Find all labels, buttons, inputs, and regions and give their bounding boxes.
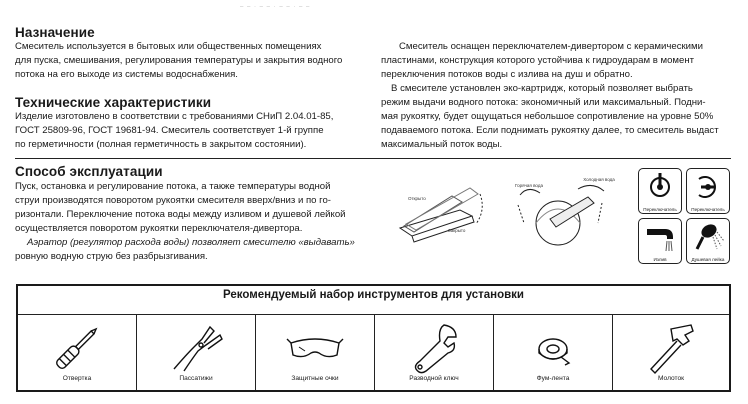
open-label: Открыто <box>408 196 426 201</box>
tool-label: Пассатижи <box>179 375 213 382</box>
tool-label: Отвертка <box>62 375 92 382</box>
cartridge-line: В смесителе установлен эко-картридж, который позволяет выбрать <box>391 83 693 94</box>
cartridge-line: режим выдачи водного потока: экономичный или максимальный. Подни- <box>381 97 706 108</box>
specs-title: Технические характеристики <box>15 95 212 110</box>
usage-line: струи производятся поворотом рукоятки смесителя вверх/вниз и по го- <box>15 195 332 206</box>
purpose-line: потока на его выходе из системы водоснабжения. <box>15 69 238 80</box>
goggles-icon <box>285 321 345 375</box>
shower-box <box>686 218 730 264</box>
wrench-icon <box>404 321 464 375</box>
tool-cell <box>375 314 494 390</box>
diverter-line: пластинами, конструкция которого устойчива к гидроударам в момент <box>381 55 695 66</box>
icon-label: Переключатель <box>691 207 725 212</box>
switch-rotate-box <box>686 168 730 214</box>
spout-box <box>638 218 682 264</box>
diverter-line: Смеситель оснащен переключателем-дивертором с керамическими <box>399 41 704 52</box>
usage-title: Способ эксплуатации <box>15 164 163 179</box>
switch-down-box <box>638 168 682 214</box>
specs-line: по герметичности (полная герметичность в закрытом состоянии). <box>15 139 307 150</box>
handle-lift-diagram <box>390 180 490 250</box>
usage-text <box>15 180 355 264</box>
tool-cell <box>256 314 375 390</box>
tool-label: Молоток <box>657 375 685 382</box>
cartridge-line: подаваемого потока. Если поднимать рукоятку далее, то смеситель выдаст <box>381 125 719 136</box>
icon-label: Душевая лейка <box>691 257 725 262</box>
tool-label: Разводной ключ <box>409 375 459 382</box>
switch-down-icon <box>639 169 681 203</box>
section-divider <box>15 158 731 159</box>
specs-text <box>15 110 333 152</box>
usage-line: осуществляется поворотом рукоятки переключателя-дивертора. <box>15 223 303 234</box>
diverter-text <box>381 40 719 152</box>
closed-label: Закрыто <box>448 228 466 233</box>
screwdriver-icon <box>47 321 107 375</box>
pliers-icon <box>166 321 226 375</box>
hammer-icon <box>641 321 701 375</box>
usage-line: ровную водную струю без разбрызгивания. <box>15 251 208 262</box>
hot-label: Горячая вода <box>515 183 543 188</box>
spout-icon <box>639 219 681 253</box>
tool-cell <box>494 314 613 390</box>
cartridge-line: мая рукоятку, будет ощущаться небольшое сопротивление на уровне 50% <box>381 111 714 122</box>
tool-cell <box>18 314 137 390</box>
icon-label: Излив <box>653 257 667 262</box>
specs-line: ГОСТ 25809-96, ГОСТ 19681-94. Смеситель соответствует 1-й группе <box>15 125 324 136</box>
switch-rotate-icon <box>687 169 729 203</box>
tool-label: Фум-лента <box>536 375 570 382</box>
tool-cell <box>137 314 256 390</box>
header-line: – – · – – · – – · – – <box>240 4 311 10</box>
cartridge-line: максимальный поток воды. <box>381 139 503 150</box>
purpose-text <box>15 40 342 82</box>
usage-line: Пуск, остановка и регулирование потока, а также температуры водной <box>15 181 331 192</box>
handle-lift-icon <box>390 180 490 250</box>
tools-title: Рекомендуемый набор инструментов для установки <box>222 289 524 301</box>
usage-line: Аэратор (регулятор расхода воды) позволяет смесителю «выдавать» <box>27 237 355 248</box>
usage-line: ризонтали. Переключение потока воды между изливом и душевой лейкой <box>15 209 346 220</box>
purpose-line: для пуска, смешивания, регулирования температуры и закрытия водного <box>15 55 343 66</box>
shower-head-icon <box>687 219 729 253</box>
tool-label: Защитные очки <box>291 375 339 382</box>
specs-line: Изделие изготовлено в соответствии с требованиями СНиП 2.04.01-85, <box>15 111 334 122</box>
diverter-line: переключения потоков воды с излива на душ и обратно. <box>381 69 633 80</box>
purpose-title: Назначение <box>15 25 95 40</box>
temperature-diagram <box>508 175 618 255</box>
tape-icon <box>523 321 583 375</box>
cold-label: Холодная вода <box>583 177 615 182</box>
tool-cell <box>613 314 729 390</box>
icon-label: Переключатель <box>643 207 677 212</box>
purpose-line: Смеситель используется в бытовых или общественных помещениях <box>15 41 322 52</box>
